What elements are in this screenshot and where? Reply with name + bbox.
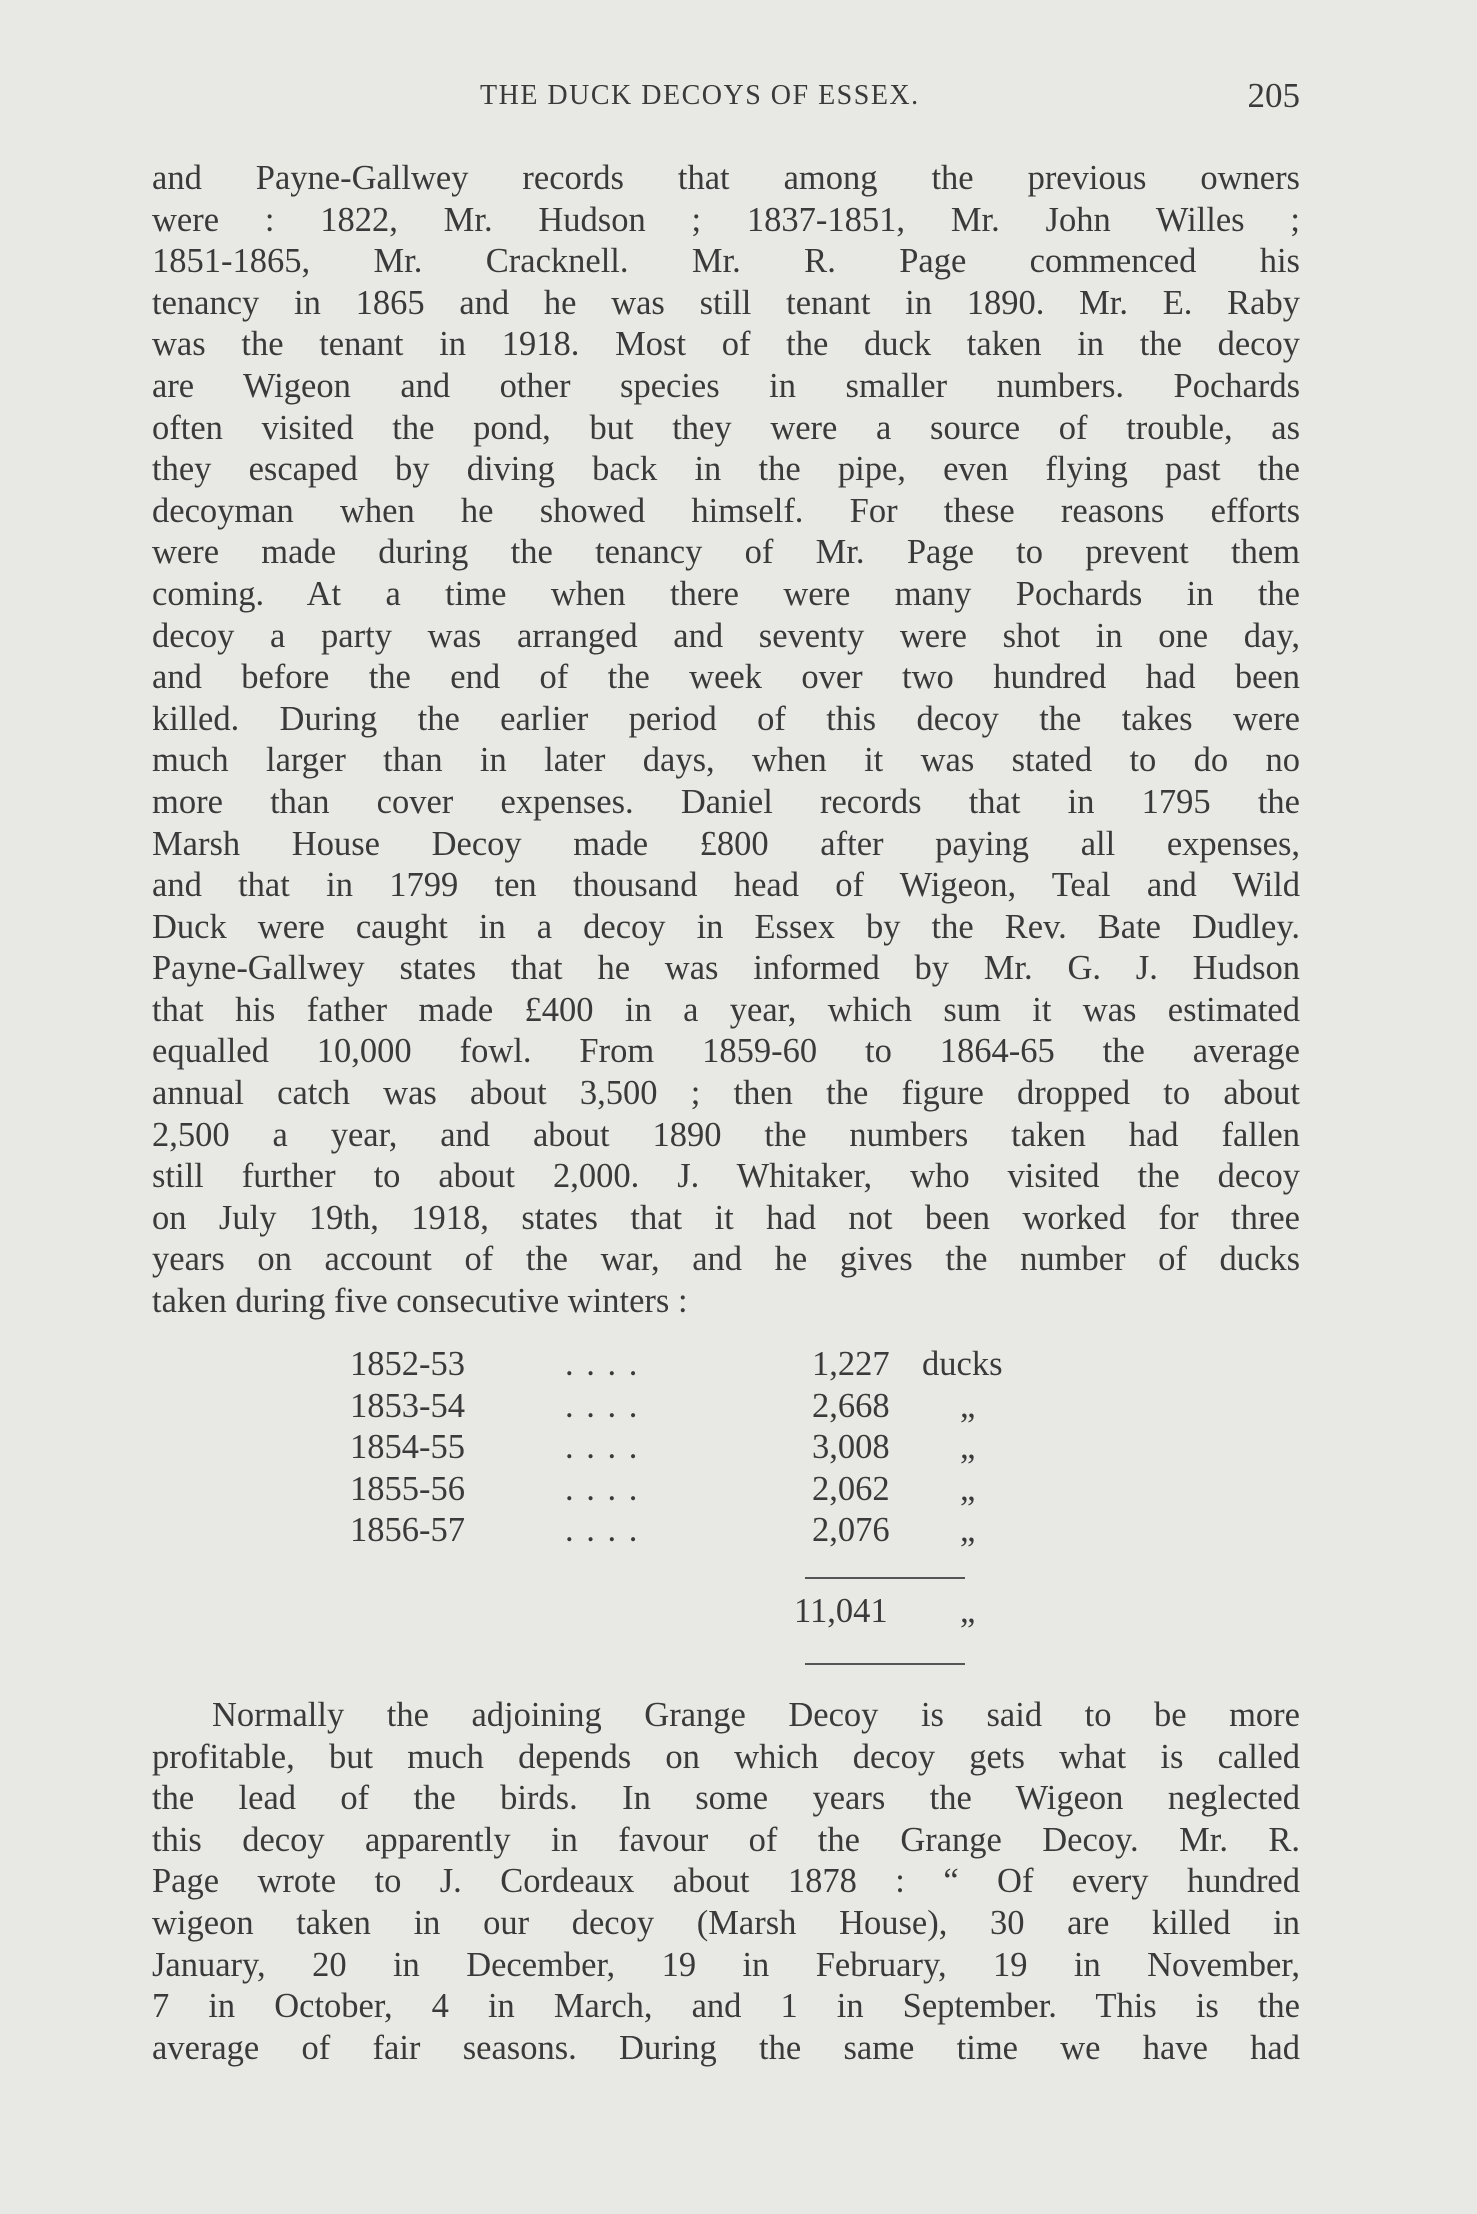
count-cell: 2,668 <box>812 1386 890 1425</box>
text-line: were made during the tenancy of Mr. Page to prevent them <box>152 533 1300 572</box>
season-cell: 1852-53 <box>350 1345 465 1383</box>
unit-cell: „ <box>960 1469 976 1508</box>
total-count: 11,041 <box>794 1592 888 1630</box>
text-line: January, 20 in December, 19 in February, 19 in November, <box>152 1945 1300 1984</box>
text-line: killed. During the earlier period of this decoy the takes were <box>152 699 1300 738</box>
count-cell: 2,062 <box>812 1469 890 1508</box>
catch-table <box>350 1344 1050 1552</box>
text-line: that his father made £400 in a year, which sum it was estimated <box>152 990 1300 1029</box>
text-line: was the tenant in 1918. Most of the duck taken in the decoy <box>152 325 1300 364</box>
text-line: tenancy in 1865 and he was still tenant in 1890. Mr. E. Raby <box>152 283 1300 322</box>
sum-rule-top <box>805 1577 965 1579</box>
running-head <box>150 76 1300 120</box>
season-cell: 1855-56 <box>350 1469 465 1508</box>
unit-cell: „ <box>960 1511 976 1550</box>
count-cell: 2,076 <box>812 1511 890 1550</box>
text-line: were : 1822, Mr. Hudson ; 1837-1851, Mr. John Willes ; <box>152 200 1300 239</box>
text-line: Payne-Gallwey states that he was informed by Mr. G. J. Hudson <box>152 949 1300 988</box>
leader-dots: . . . . <box>565 1386 640 1425</box>
text-line: coming. At a time when there were many Pochards in the <box>152 574 1300 613</box>
leader-dots: . . . . <box>565 1428 640 1467</box>
leader-dots: . . . . <box>565 1469 640 1508</box>
total-row <box>350 1591 1050 1633</box>
count-cell: 3,008 <box>812 1428 890 1467</box>
table-row <box>350 1344 1050 1386</box>
text-line: they escaped by diving back in the pipe, even flying past the <box>152 450 1300 489</box>
text-line: Marsh House Decoy made £800 after paying all expenses, <box>152 824 1300 863</box>
text-line: and that in 1799 ten thousand head of Wigeon, Teal and Wild <box>152 866 1300 905</box>
text-line: 7 in October, 4 in March, and 1 in September. This is the <box>152 1987 1300 2026</box>
leader-dots: . . . . <box>565 1511 640 1550</box>
paragraph-2 <box>152 1695 1300 2069</box>
text-line: and before the end of the week over two hundred had been <box>152 658 1300 697</box>
text-line: years on account of the war, and he gives the number of ducks <box>152 1240 1300 1279</box>
table-row <box>350 1386 1050 1428</box>
text-line: profitable, but much depends on which decoy gets what is called <box>152 1737 1300 1776</box>
text-line: decoyman when he showed himself. For these reasons efforts <box>152 491 1300 530</box>
text-line: 1851-1865, Mr. Cracknell. Mr. R. Page commenced his <box>152 242 1300 281</box>
sum-rule-bottom <box>805 1663 965 1665</box>
unit-cell: „ <box>960 1386 976 1425</box>
text-line: often visited the pond, but they were a source of trouble, as <box>152 408 1300 447</box>
text-line: annual catch was about 3,500 ; then the figure dropped to about <box>152 1074 1300 1113</box>
text-line: on July 19th, 1918, states that it had not been worked for three <box>152 1198 1300 1237</box>
text-line: are Wigeon and other species in smaller numbers. Pochards <box>152 366 1300 405</box>
leader-dots: . . . . <box>565 1345 640 1383</box>
text-line: and Payne-Gallwey records that among the previous owners <box>152 159 1300 197</box>
text-line: average of fair seasons. During the same time we have had <box>152 2028 1300 2067</box>
text-line: Page wrote to J. Cordeaux about 1878 : “ Of every hundred <box>152 1862 1300 1901</box>
text-line: still further to about 2,000. J. Whitaker, who visited the decoy <box>152 1157 1300 1196</box>
unit-cell: „ <box>960 1428 976 1467</box>
table-row <box>350 1469 1050 1511</box>
text-line: taken during five consecutive winters : <box>152 1282 688 1321</box>
running-title: THE DUCK DECOYS OF ESSEX. <box>480 80 920 111</box>
text-line: this decoy apparently in favour of the Grange Decoy. Mr. R. <box>152 1820 1300 1859</box>
total-unit: „ <box>960 1592 976 1630</box>
text-line: much larger than in later days, when it was stated to do no <box>152 741 1300 780</box>
count-cell: 1,227 <box>812 1345 890 1383</box>
unit-cell: ducks <box>922 1345 1003 1383</box>
text-line: equalled 10,000 fowl. From 1859-60 to 1864-65 the average <box>152 1032 1300 1071</box>
text-line: decoy a party was arranged and seventy were shot in one day, <box>152 616 1300 655</box>
text-line: 2,500 a year, and about 1890 the numbers taken had fallen <box>152 1115 1300 1154</box>
text-line: the lead of the birds. In some years the Wigeon neglected <box>152 1779 1300 1818</box>
text-line: Duck were caught in a decoy in Essex by the Rev. Bate Dudley. <box>152 907 1300 946</box>
table-row <box>350 1427 1050 1469</box>
table-row <box>350 1510 1050 1552</box>
text-line: Normally the adjoining Grange Decoy is said to be more <box>212 1696 1300 1734</box>
paragraph-1 <box>152 158 1300 1323</box>
season-cell: 1853-54 <box>350 1386 465 1425</box>
season-cell: 1856-57 <box>350 1511 465 1550</box>
page-number: 205 <box>1247 76 1300 115</box>
text-line: wigeon taken in our decoy (Marsh House), 30 are killed in <box>152 1903 1300 1942</box>
season-cell: 1854-55 <box>350 1428 465 1467</box>
text-line: more than cover expenses. Daniel records that in 1795 the <box>152 782 1300 821</box>
